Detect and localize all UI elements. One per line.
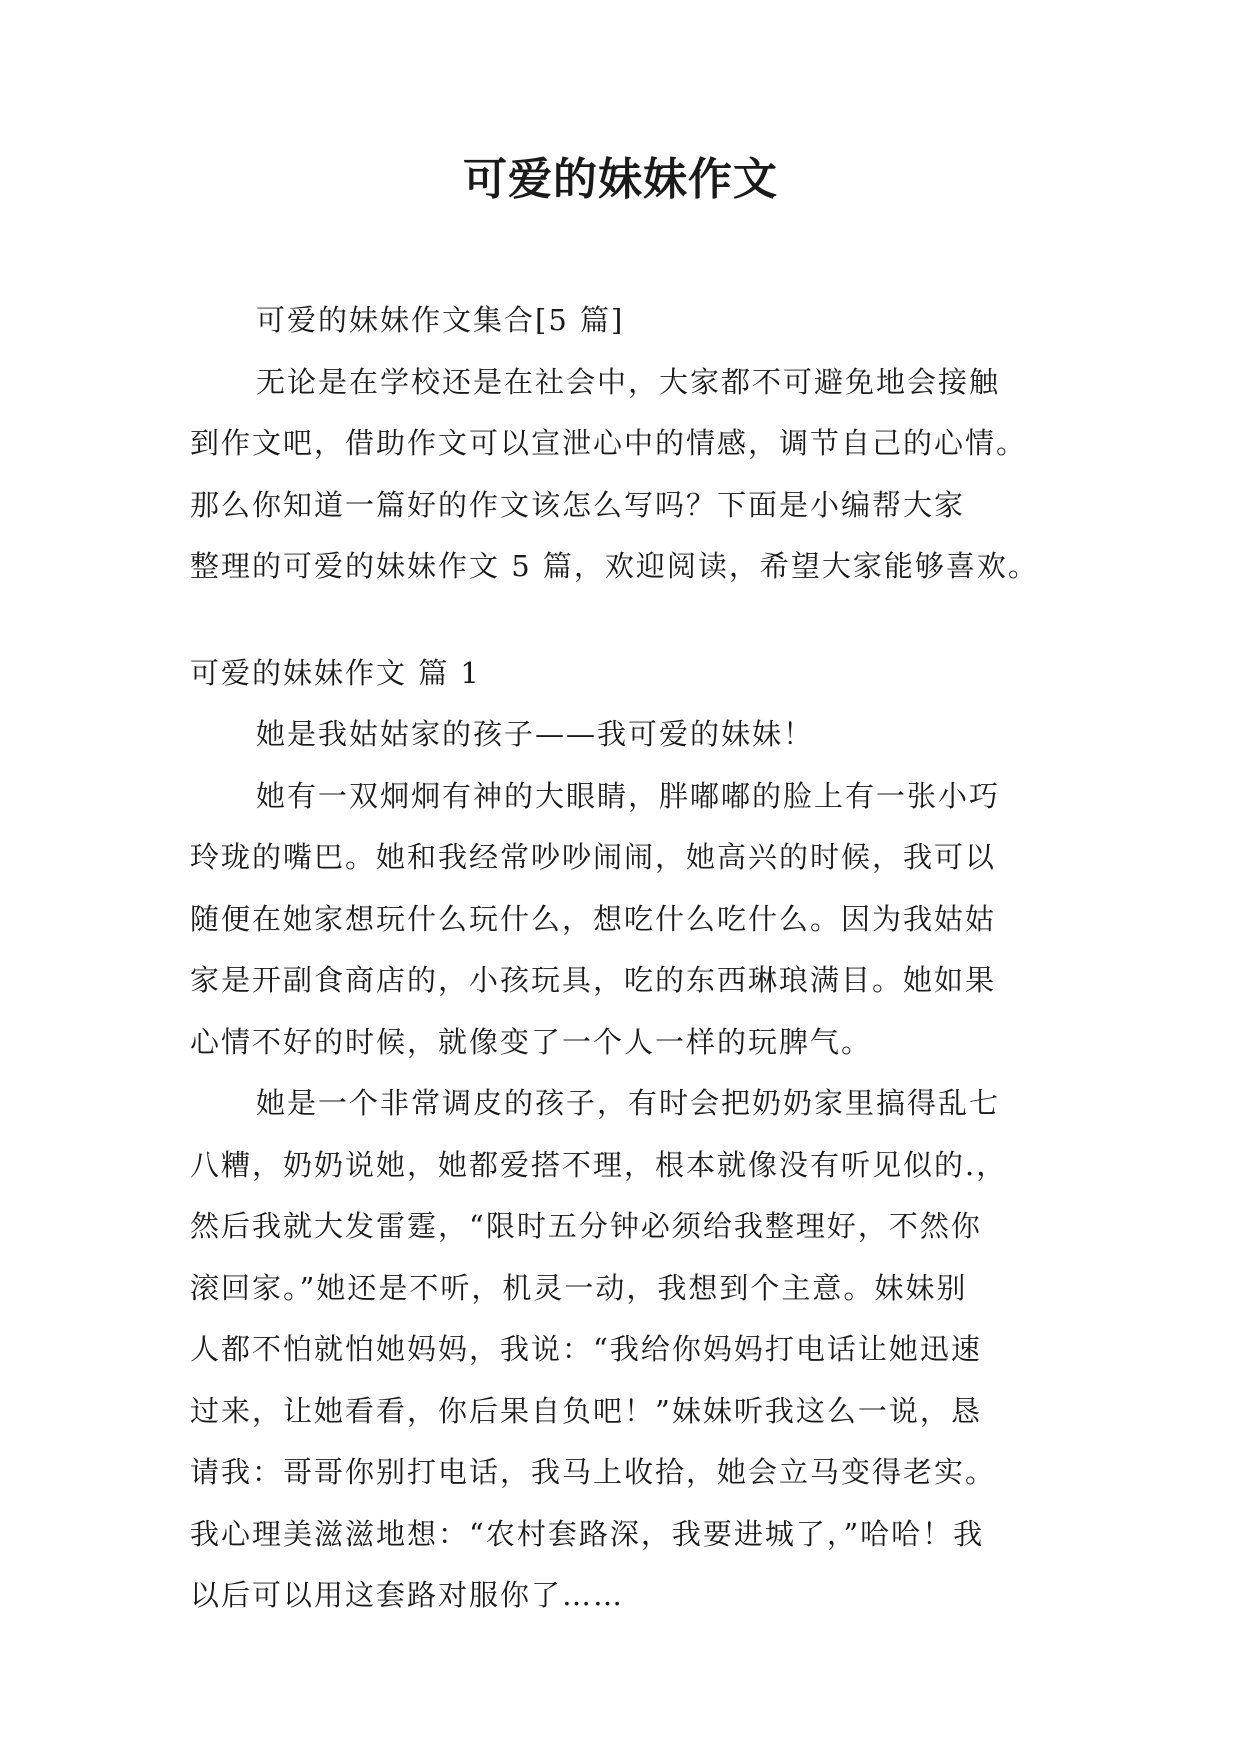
intro-line: 到作文吧，借助作文可以宣泄心中的情感，调节自己的心情。 — [190, 426, 1028, 460]
paragraph-line: 心情不好的时候，就像变了一个人一样的玩脾气。 — [190, 1024, 873, 1059]
section1-paragraph-2 — [190, 766, 1052, 1074]
section1-paragraph-1 — [190, 704, 1052, 766]
paragraph-line: 请我：哥哥你别打电话，我马上收拾，她会立马变得老实。 — [190, 1455, 997, 1489]
paragraph-line: 然后我就大发雷霆，“限时五分钟必须给我整理好，不然你 — [190, 1209, 982, 1243]
intro-paragraph — [190, 352, 1052, 598]
paragraph-line: 人都不怕就怕她妈妈，我说：“我给你妈妈打电话让她迅速 — [190, 1332, 982, 1366]
intro-line: 无论是在学校还是在社会中，大家都不可避免地会接触 — [256, 364, 1001, 399]
paragraph-line: 八糟，奶奶说她，她都爱搭不理，根本就像没有听见似的.， — [190, 1147, 1008, 1182]
paragraph-line: 随便在她家想玩什么玩什么，想吃什么吃什么。因为我姑姑 — [190, 901, 997, 936]
intro-line: 那么你知道一篇好的作文该怎么写吗？下面是小编帮大家 — [190, 487, 966, 522]
intro-subtitle: 可爱的妹妹作文集合[5 篇] — [256, 303, 625, 337]
paragraph-line: 过来，让她看看，你后果自负吧！”妹妹听我这么一说，恳 — [190, 1393, 982, 1428]
section-spacer — [190, 598, 1052, 643]
intro-line: 整理的可爱的妹妹作文 5 篇，欢迎阅读，希望大家能够喜欢。 — [190, 549, 1039, 583]
page-title: 可爱的妹妹作文 — [463, 154, 778, 205]
paragraph-line: 家是开副食商店的，小孩玩具，吃的东西琳琅满目。她如果 — [190, 963, 997, 997]
paragraph-line: 她是一个非常调皮的孩子，有时会把奶奶家里搞得乱七 — [256, 1086, 1001, 1120]
paragraph-line: 滚回家。”她还是不听，机灵一动，我想到个主意。妹妹别 — [190, 1270, 968, 1305]
section1-paragraph-3 — [190, 1073, 1052, 1627]
document-body — [190, 290, 1052, 1627]
paragraph-line: 我心理美滋滋地想：“农村套路深，我要进城了，”哈哈！我 — [190, 1516, 985, 1551]
paragraph-line: 玲珑的嘴巴。她和我经常吵吵闹闹，她高兴的时候，我可以 — [190, 840, 997, 874]
section-heading: 可爱的妹妹作文 篇 1 — [190, 655, 481, 690]
paragraph-line: 以后可以用这套路对服你了…… — [190, 1578, 625, 1612]
paragraph-line: 她有一双炯炯有神的大眼睛，胖嘟嘟的脸上有一张小巧 — [256, 778, 1001, 813]
paragraph-line: 她是我姑姑家的孩子——我可爱的妹妹！ — [256, 717, 815, 751]
